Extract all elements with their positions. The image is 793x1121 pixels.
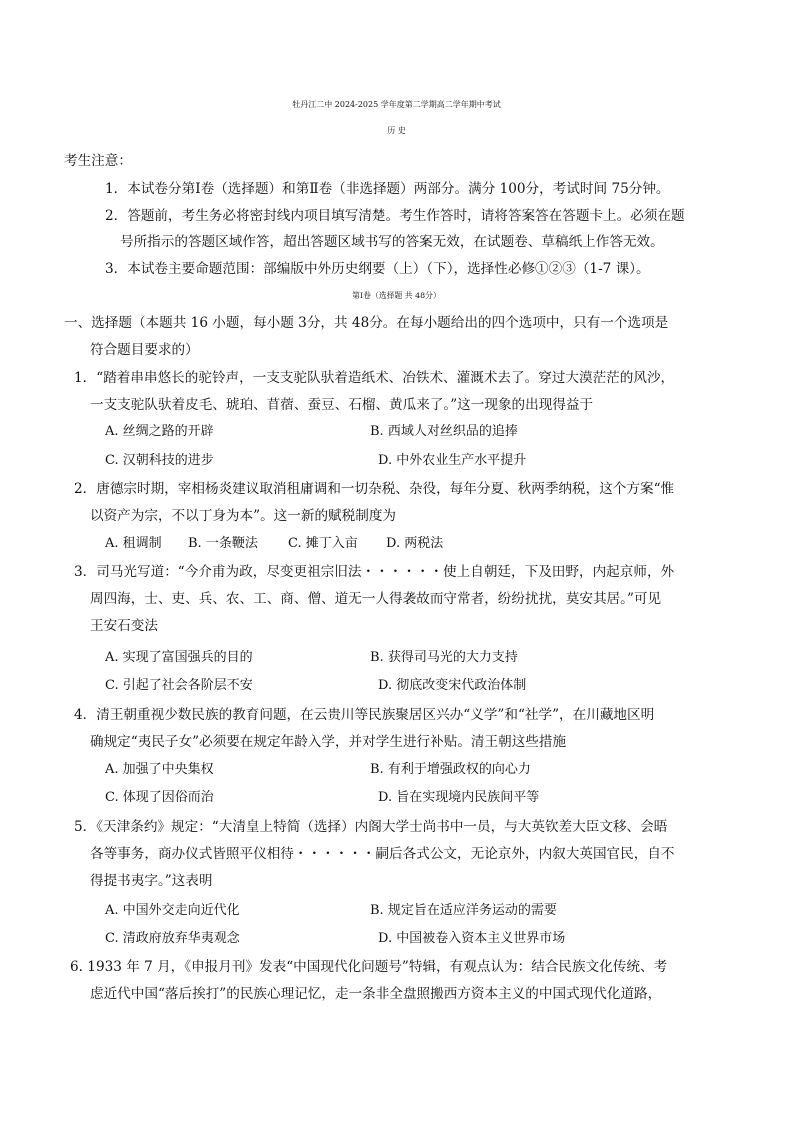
question-stem: 4．清王朝重视少数民族的教育问题，在云贵川等民族聚居区兴办“义学”和“社学”，在川藏地区明 [74, 707, 655, 723]
option-c: C. 引起了社会各阶层不安 [105, 678, 253, 693]
section-instructions-line-1: 一、选择题（本题共 16 小题，每小题 3分，共 48分。在每小题给出的四个选项中，只有一个选项是 [64, 315, 669, 331]
option-b: B. 一条鞭法 [188, 536, 258, 551]
question-stem: 确规定“夷民子女”必须要在规定年龄入学，并对学生进行补贴。清王朝这些措施 [90, 734, 567, 750]
question-stem: 以资产为宗，不以丁身为本”。这一新的赋税制度为 [90, 508, 397, 524]
option-d: D. 中外农业生产水平提升 [378, 453, 527, 468]
option-a: A. 丝绸之路的开辟 [105, 424, 214, 439]
option-a: A. 加强了中央集权 [105, 762, 214, 777]
question-stem: 1．“踏着串串悠长的驼铃声，一支支驼队驮着造纸术、冶铁术、灌溉术去了。穿过大漠茫茫的风沙， [74, 370, 675, 386]
option-c: C. 摊丁入亩 [288, 536, 358, 551]
question-stem: 5．《天津条约》规定：“大清皇上特简（选择）内阁大学士尚书中一员，与大英钦差大臣文移、会晤 [74, 819, 668, 835]
question-stem: 虑近代中国“落后挨打”的民族心理记忆，走一条非全盘照搬西方资本主义的中国式现代化道路， [90, 986, 662, 1002]
option-b: B. 获得司马光的大力支持 [370, 650, 518, 665]
option-a: A. 实现了富国强兵的目的 [105, 650, 253, 665]
option-b: B. 有利于增强政权的向心力 [370, 762, 531, 777]
question-stem: 3．司马光写道：“今介甫为政，尽变更祖宗旧法・・・・・・使上自朝廷，下及田野，内起京师，外 [74, 564, 675, 580]
exam-title: 牡丹江二中 2024-2025 学年度第二学期高二学年期中考试 [292, 100, 501, 109]
question-stem: 一支支驼队驮着皮毛、琥珀、苜蓿、蚕豆、石榴、黄瓜来了。”这一现象的出现得益于 [90, 397, 594, 413]
option-d: D. 中国被卷入资本主义世界市场 [378, 931, 566, 946]
notice-item-2-line-2: 号所指示的答题区域作答，超出答题区域书写的答案无效，在试题卷、草稿纸上作答无效。 [120, 234, 664, 250]
question-stem: 各等事务，商办仪式皆照平仪相待・・・・・・嗣后各式公文，无论京外，内叙大英国官民，自不 [90, 846, 675, 862]
option-c: C. 清政府放弃华夷观念 [105, 931, 240, 946]
notice-heading: 考生注意： [64, 153, 132, 169]
question-stem: 得提书夷字。”这表明 [90, 873, 213, 889]
option-d: D. 彻底改变宋代政治体制 [378, 678, 527, 693]
question-stem: 6. 1933 年 7 月，《申报月刊》发表“中国现代化问题号”特辑，有观点认为：结合民族文化传统、考 [70, 959, 668, 975]
option-c: C. 体现了因俗而治 [105, 790, 214, 805]
section-title: 第Ⅰ卷（选择题 共 48分） [352, 291, 441, 300]
option-d: D. 两税法 [386, 536, 444, 551]
notice-item-1: 1．本试卷分第Ⅰ卷（选择题）和第Ⅱ卷（非选择题）两部分。满分 100分，考试时间 75分钟。 [105, 181, 670, 197]
section-instructions-line-2: 符合题目要求的） [90, 342, 199, 358]
option-b: B. 西域人对丝织品的追捧 [370, 424, 518, 439]
option-d: D. 旨在实现境内民族间平等 [378, 790, 540, 805]
question-stem: 2．唐德宗时期，宰相杨炎建议取消租庸调和一切杂税、杂役，每年分夏、秋两季纳税，这个方案“惟 [74, 481, 675, 497]
option-a: A. 中国外交走向近代化 [105, 903, 240, 918]
notice-item-2-line-1: 2．答题前，考生务必将密封线内项目填写清楚。考生作答时，请将答案答在答题卡上。必须在题 [105, 208, 685, 224]
question-stem: 周四海，士、吏、兵、农、工、商、僧、道无一人得袭故而守常者，纷纷扰扰，莫安其居。”可见 [90, 591, 662, 607]
question-stem: 王安石变法 [90, 618, 158, 634]
notice-item-3: 3．本试卷主要命题范围：部编版中外历史纲要（上）（下），选择性必修①②③（1-7 课）。 [105, 261, 650, 277]
option-b: B. 规定旨在适应洋务运动的需要 [370, 903, 557, 918]
option-c: C. 汉朝科技的进步 [105, 453, 214, 468]
subject-title: 历 史 [387, 126, 406, 135]
option-a: A. 租调制 [105, 536, 162, 551]
